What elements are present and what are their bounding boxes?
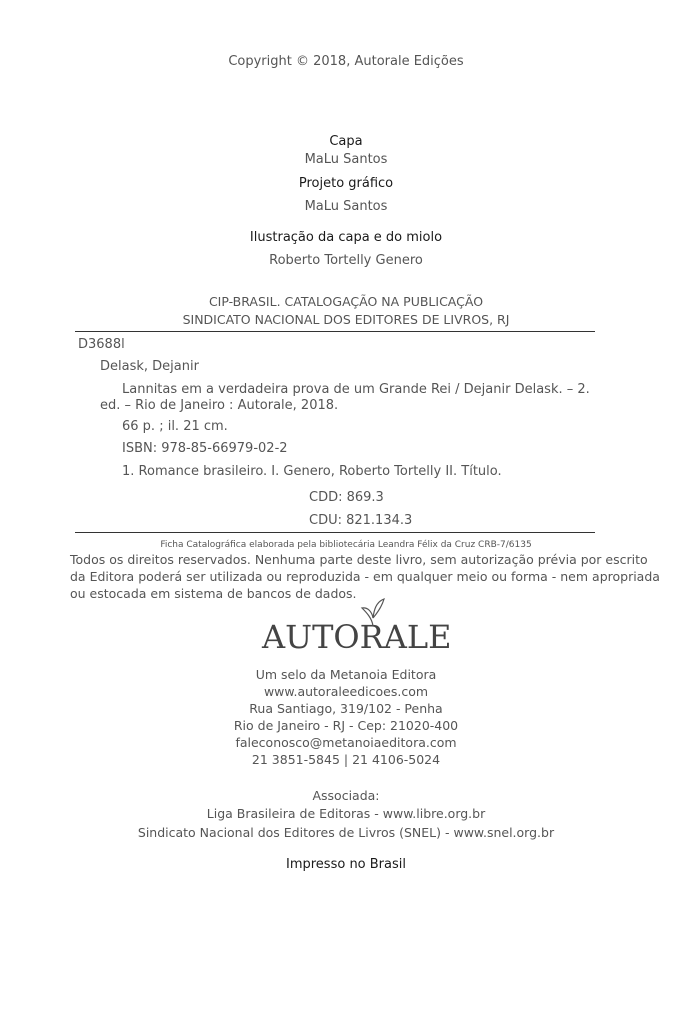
cip-bottom-rule	[75, 532, 595, 533]
cip-subjects: 1. Romance brasileiro. I. Genero, Roberto Tortelly II. Título.	[122, 464, 502, 479]
copyright-notice: Copyright © 2018, Autorale Edições	[228, 54, 464, 69]
cip-pages: 66 p. ; il. 21 cm.	[122, 419, 228, 434]
cover-label: Capa	[329, 134, 363, 149]
association-org1: Liga Brasileira de Editoras - www.libre.org.br	[206, 806, 486, 821]
publisher-phones: 21 3851-5845 | 21 4106-5024	[251, 752, 441, 767]
cip-author: Delask, Dejanir	[100, 359, 199, 374]
cip-title-line2: ed. – Rio de Janeiro : Autorale, 2018.	[100, 398, 339, 413]
publisher-email: faleconosco@metanoiaeditora.com	[235, 735, 457, 750]
logo-wordmark: AUTORALE	[262, 618, 452, 656]
association-label: Associada:	[312, 788, 380, 803]
design-label: Projeto gráfico	[298, 176, 394, 191]
publisher-website: www.autoraleedicoes.com	[263, 684, 429, 699]
butterfly-icon	[360, 598, 386, 628]
cip-header-line1: CIP-BRASIL. CATALOGAÇÃO NA PUBLICAÇÃO	[208, 294, 484, 309]
cip-code: D3688l	[78, 337, 125, 352]
publisher-address: Rua Santiago, 319/102 - Penha	[249, 701, 443, 716]
cip-cdu: CDU: 821.134.3	[309, 513, 413, 528]
printed-in: Impresso no Brasil	[286, 857, 406, 872]
publisher-tagline: Um selo da Metanoia Editora	[255, 667, 437, 682]
cip-title-line1: Lannitas em a verdadeira prova de um Grande Rei / Dejanir Delask. – 2.	[122, 382, 590, 397]
rights-line2: da Editora poderá ser utilizada ou reproduzida - em qualquer meio ou forma - nem apropriada	[70, 569, 660, 584]
cip-cdd: CDD: 869.3	[309, 490, 384, 505]
rights-line1: Todos os direitos reservados. Nenhuma parte deste livro, sem autorização prévia por escrito	[70, 552, 648, 567]
cip-isbn: ISBN: 978-85-66979-02-2	[122, 441, 288, 456]
cip-header-line2: SINDICATO NACIONAL DOS EDITORES DE LIVROS, RJ	[182, 312, 510, 327]
illustration-label: Ilustração da capa e do miolo	[249, 230, 443, 245]
rights-line3: ou estocada em sistema de bancos de dados.	[70, 586, 357, 601]
association-org2: Sindicato Nacional dos Editores de Livros (SNEL) - www.snel.org.br	[137, 825, 555, 840]
design-name: MaLu Santos	[304, 199, 388, 214]
cover-name: MaLu Santos	[304, 152, 388, 167]
librarian-note: Ficha Catalográfica elaborada pela bibliotecária Leandra Félix da Cruz CRB-7/6135	[160, 540, 532, 550]
illustration-name: Roberto Tortelly Genero	[269, 253, 423, 268]
cip-top-rule	[75, 331, 595, 332]
publisher-city: Rio de Janeiro - RJ - Cep: 21020-400	[233, 718, 459, 733]
publisher-logo	[262, 598, 452, 662]
